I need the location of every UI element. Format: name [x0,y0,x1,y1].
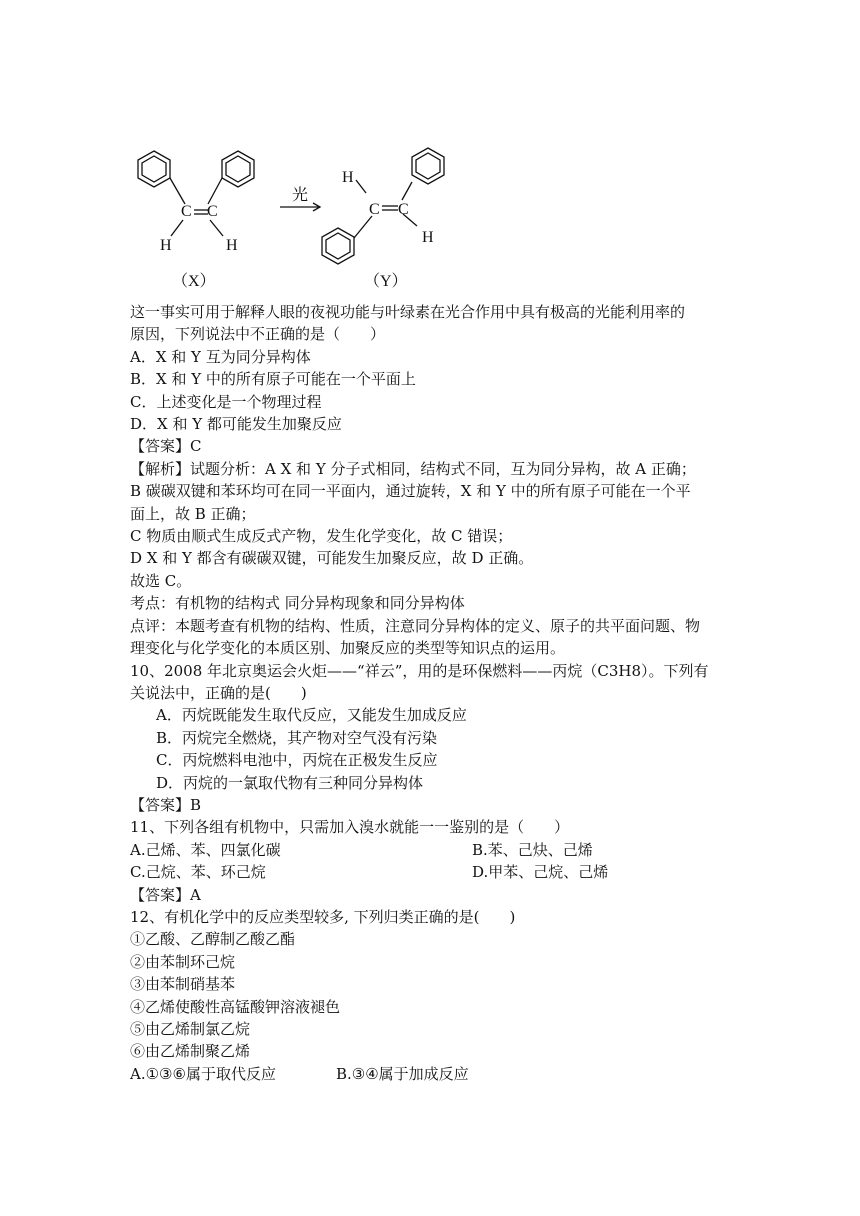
atom-h-y2: H [422,229,434,246]
atom-h-x2: H [226,237,238,254]
q11-options-row [130,861,750,883]
arrow-label: 光 [292,187,309,204]
reaction-scheme [120,140,480,300]
atom-h-x1: H [160,237,172,254]
q9-option-a: A．X 和 Y 互为同分异构体 [130,347,311,366]
q10-answer: 【答案】B [130,795,202,814]
q9-analysis-line: 理变化与化学变化的本质区别、加聚反应的类型等知识点的运用。 [130,639,566,658]
q12-item: ②由苯制环己烷 [130,952,236,971]
q12-item: ⑤由乙烯制氯乙烷 [130,1020,251,1038]
atom-h-y1: H [342,169,354,186]
q12-item: ⑥由乙烯制聚乙烯 [130,1042,251,1061]
q9-answer: 【答案】C [130,437,202,456]
q10-stem: 关说法中，正确的是( ) [130,683,307,702]
benzene-ring-y-top [412,148,444,184]
q9-analysis-line: 考点：有机物的结构式 同分异构现象和同分异构体 [130,594,465,613]
atom-c-y2: C [398,201,409,218]
q9-analysis-line: C 物质由顺式生成反式产物，发生化学变化，故 C 错误； [130,527,513,546]
q9-analysis-line: 故选 C。 [130,571,192,590]
q9-analysis-line: 【解析】试题分析：A X 和 Y 分子式相同，结构式不同，互为同分异构，故 A 正确； [130,459,696,478]
benzene-ring-y-bottom [322,228,354,264]
q11-option-c: C.己烷、苯、环己烷 [130,863,266,882]
q9-option-b: B．X 和 Y 中的所有原子可能在一个平面上 [130,370,416,389]
q12-option-a: A.①③⑥属于取代反应 [130,1064,276,1083]
q9-analysis-line: B 碳碳双键和苯环均可在同一平面内，通过旋转，X 和 Y 中的所有原子可能在一个平 [130,482,691,501]
q12-item: ④乙烯使酸性高锰酸钾溶液褪色 [130,997,341,1016]
intro-line: 原因，下列说法中不正确的是（ ） [130,325,386,344]
benzene-ring-x-right [222,151,254,187]
q11-answer: 【答案】A [130,885,201,904]
q11-option-b: B.苯、己炔、己烯 [472,840,593,859]
q12-stem: 12、有机化学中的反应类型较多, 下列归类正确的是( ) [130,907,516,926]
intro-line: 这一事实可用于解释人眼的夜视功能与叶绿素在光合作用中具有极高的光能利用率的 [130,303,686,321]
q9-option-d: D．X 和 Y 都可能发生加聚反应 [130,415,342,434]
atom-c-y1: C [369,201,380,218]
stilbene-isomerization-figure [120,140,480,300]
q12-item: ③由苯制硝基苯 [130,975,236,994]
q12-item: ①乙酸、乙醇制乙酸乙酯 [130,930,296,949]
q10-stem: 10、2008 年北京奥运会火炬——“祥云”，用的是环保燃料——丙烷（C3H8）。下列有 [130,661,709,680]
benzene-ring-x-left [138,151,170,187]
q9-analysis-line: D X 和 Y 都含有碳碳双键，可能发生加聚反应，故 D 正确。 [130,549,534,568]
q9-analysis-line: 面上，故 B 正确； [130,504,256,523]
q9-option-c: C．上述变化是一个物理过程 [130,392,322,411]
q11-option-d: D.甲苯、己烷、己烯 [472,863,609,882]
q12-option-b: B.③④属于加成反应 [335,1064,469,1083]
document-body [130,301,750,1085]
q12-options-row [130,1063,750,1085]
q11-options-row [130,839,750,861]
q10-option-c: C．丙烷燃料电池中，丙烷在正极发生反应 [156,751,438,770]
q9-analysis-line: 点评：本题考查有机物的结构、性质，注意同分异构体的定义、原子的共平面问题、物 [130,616,701,635]
atom-c-x2: C [207,203,218,220]
q10-option-d: D．丙烷的一氯取代物有三种同分异构体 [156,773,424,792]
q10-option-a: A．丙烷既能发生取代反应，又能发生加成反应 [156,706,467,725]
label-y: （Y） [364,273,408,290]
atom-c-x1: C [181,203,192,220]
label-x: （X） [172,273,216,290]
q11-stem: 11、下列各组有机物中，只需加入溴水就能一一鉴别的是（ ） [130,818,570,837]
q11-option-a: A.己烯、苯、四氯化碳 [130,840,281,859]
q10-option-b: B．丙烷完全燃烧，其产物对空气没有污染 [156,728,438,747]
